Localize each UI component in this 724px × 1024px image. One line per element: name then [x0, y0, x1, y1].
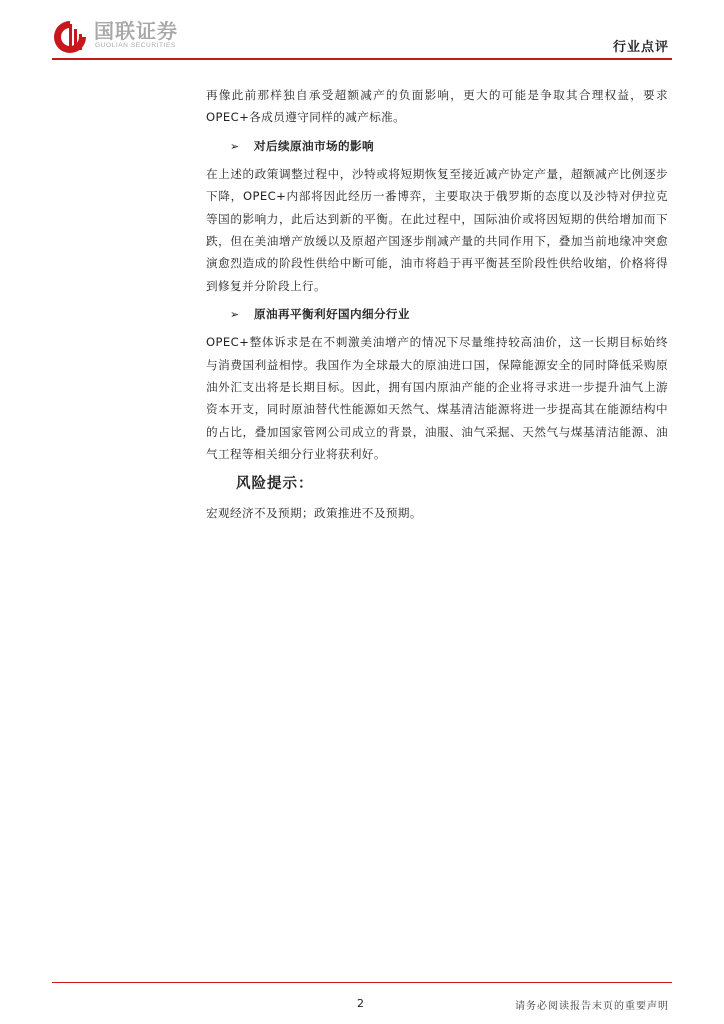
section-title: 原油再平衡利好国内细分行业: [254, 307, 410, 322]
intro-paragraph: 再像此前那样独自承受超额减产的负面影响，更大的可能是争取其合理权益，要求OPEC+各成员遵守同样的减产标准。: [206, 88, 668, 125]
section-title: 对后续原油市场的影响: [254, 138, 374, 153]
report-body: [206, 84, 668, 524]
section-heading-domestic-industry: [230, 303, 668, 326]
market-impact-paragraph: 在上述的政策调整过程中，沙特或将短期恢复至接近减产协定产量，超额减产比例逐步下降，OPEC+内部将因此经历一番博弈，主要取决于俄罗斯的态度以及沙特对伊拉克等国的影响力，此后达到新的平衡。在此过程中，国际油价或将因短期的供给增加而下跌，但在美油增产放缓以及原超产国逐步削减产量的共同作用下，叠加当前地缘冲突愈演愈烈造成的阶段性供给中断可能，油市将趋于再平衡甚至阶段性供给收缩，价格将得到修复并分阶段上行。: [206, 166, 668, 293]
page-header: [0, 0, 724, 62]
arrow-bullet-icon: ➢: [230, 139, 240, 153]
footer-divider: [52, 982, 672, 983]
header-divider: [52, 58, 672, 60]
guolian-logo-icon: [52, 19, 88, 55]
company-logo-text: 国联证券: [94, 19, 178, 43]
company-logo-subtext: GUOLIAN SECURITIES: [95, 42, 176, 49]
page-number: 2: [357, 997, 364, 1010]
disclaimer-note: 请务必阅读报告末页的重要声明: [515, 1001, 669, 1012]
risk-text: 宏观经济不及预期；政策推进不及预期。: [206, 505, 422, 520]
section-heading-market-impact: [230, 135, 668, 158]
arrow-bullet-icon: ➢: [230, 308, 240, 322]
report-type-label: 行业点评: [612, 40, 669, 55]
risk-heading: 风险提示：: [236, 475, 314, 492]
domestic-industry-paragraph: OPEC+整体诉求是在不刺激美油增产的情况下尽量维持较高油价，这一长期目标始终与消费国利益相悖。我国作为全球最大的原油进口国，保障能源安全的同时降低采购原油外汇支出将是长期目标。因此，拥有国内原油产能的企业将寻求进一步提升油气上游资本开支，同时原油替代性能源如天然气、煤基清洁能源将进一步提高其在能源结构中的占比，叠加国家管网公司成立的背景，油服、油气采掘、天然气与煤基清洁能源、油气工程等相关细分行业将获利好。: [206, 335, 668, 462]
